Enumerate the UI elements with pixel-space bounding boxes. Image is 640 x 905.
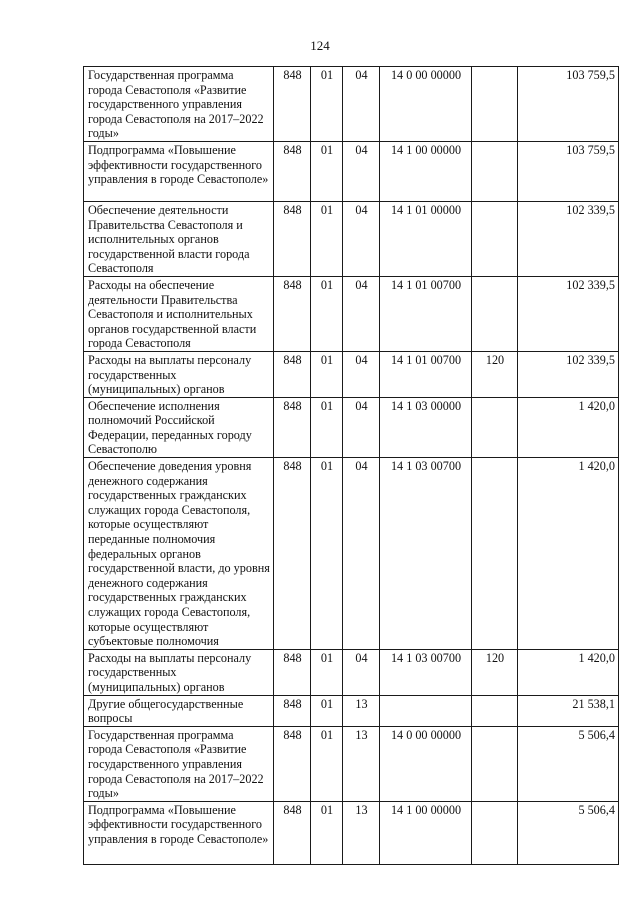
table-row	[84, 695, 619, 726]
row-name: Подпрограмма «Повышение эффективности государственного управления в городе Севастополе»	[84, 141, 274, 201]
ministry-code: 848	[274, 201, 311, 276]
expense-type	[472, 726, 518, 801]
target-article: 14 1 03 00000	[380, 397, 472, 457]
row-name: Обеспечение исполнения полномочий Российской Федерации, переданных городу Севастополю	[84, 397, 274, 457]
ministry-code: 848	[274, 351, 311, 397]
target-article: 14 0 00 00000	[380, 726, 472, 801]
table-row	[84, 726, 619, 801]
table-row	[84, 141, 619, 201]
row-name: Расходы на выплаты персоналу государственных (муниципальных) органов	[84, 351, 274, 397]
amount: 103 759,5	[518, 67, 619, 142]
ministry-code: 848	[274, 649, 311, 695]
section-code: 01	[311, 649, 343, 695]
target-article	[380, 695, 472, 726]
amount: 1 420,0	[518, 397, 619, 457]
target-article: 14 1 03 00700	[380, 649, 472, 695]
subsection-code: 04	[343, 351, 380, 397]
target-article: 14 1 01 00700	[380, 351, 472, 397]
subsection-code: 04	[343, 141, 380, 201]
row-name: Обеспечение деятельности Правительства Севастополя и исполнительных органов государственной власти города Севастополя	[84, 201, 274, 276]
section-code: 01	[311, 351, 343, 397]
expense-type	[472, 67, 518, 142]
table-row	[84, 801, 619, 864]
ministry-code: 848	[274, 276, 311, 351]
row-name: Расходы на обеспечение деятельности Правительства Севастополя и исполнительных органов государственной власти города Севастополя	[84, 276, 274, 351]
subsection-code: 13	[343, 695, 380, 726]
table-row	[84, 397, 619, 457]
subsection-code: 04	[343, 458, 380, 650]
expense-type	[472, 397, 518, 457]
section-code: 01	[311, 695, 343, 726]
subsection-code: 04	[343, 201, 380, 276]
target-article: 14 0 00 00000	[380, 67, 472, 142]
target-article: 14 1 01 00700	[380, 276, 472, 351]
expense-type: 120	[472, 649, 518, 695]
target-article: 14 1 01 00000	[380, 201, 472, 276]
ministry-code: 848	[274, 801, 311, 864]
amount: 5 506,4	[518, 801, 619, 864]
section-code: 01	[311, 141, 343, 201]
subsection-code: 13	[343, 726, 380, 801]
ministry-code: 848	[274, 141, 311, 201]
amount: 102 339,5	[518, 276, 619, 351]
row-name: Подпрограмма «Повышение эффективности государственного управления в городе Севастополе»	[84, 801, 274, 864]
page-number: 124	[310, 38, 330, 53]
section-code: 01	[311, 397, 343, 457]
table-row	[84, 67, 619, 142]
amount: 1 420,0	[518, 458, 619, 650]
section-code: 01	[311, 801, 343, 864]
table-row	[84, 458, 619, 650]
expense-type	[472, 276, 518, 351]
table-row	[84, 276, 619, 351]
row-name: Расходы на выплаты персоналу государственных (муниципальных) органов	[84, 649, 274, 695]
ministry-code: 848	[274, 726, 311, 801]
section-code: 01	[311, 201, 343, 276]
amount: 5 506,4	[518, 726, 619, 801]
subsection-code: 13	[343, 801, 380, 864]
target-article: 14 1 00 00000	[380, 141, 472, 201]
subsection-code: 04	[343, 397, 380, 457]
ministry-code: 848	[274, 695, 311, 726]
ministry-code: 848	[274, 397, 311, 457]
expense-type: 120	[472, 351, 518, 397]
amount: 102 339,5	[518, 351, 619, 397]
amount: 21 538,1	[518, 695, 619, 726]
amount: 1 420,0	[518, 649, 619, 695]
row-name: Государственная программа города Севастополя «Развитие государственного управления города Севастополя на 2017–2022 годы»	[84, 67, 274, 142]
section-code: 01	[311, 276, 343, 351]
expense-type	[472, 801, 518, 864]
expense-type	[472, 458, 518, 650]
row-name: Другие общегосударственные вопросы	[84, 695, 274, 726]
amount: 103 759,5	[518, 141, 619, 201]
section-code: 01	[311, 458, 343, 650]
row-name: Государственная программа города Севастополя «Развитие государственного управления города Севастополя на 2017–2022 годы»	[84, 726, 274, 801]
subsection-code: 04	[343, 649, 380, 695]
ministry-code: 848	[274, 458, 311, 650]
budget-table	[83, 66, 619, 865]
table-row	[84, 649, 619, 695]
expense-type	[472, 695, 518, 726]
target-article: 14 1 03 00700	[380, 458, 472, 650]
subsection-code: 04	[343, 67, 380, 142]
table-row	[84, 351, 619, 397]
table-row	[84, 201, 619, 276]
ministry-code: 848	[274, 67, 311, 142]
section-code: 01	[311, 67, 343, 142]
section-code: 01	[311, 726, 343, 801]
expense-type	[472, 141, 518, 201]
row-name: Обеспечение доведения уровня денежного содержания государственных гражданских служащих города Севастополя, которые осуществляют переданные полномочия федеральных органов государственной власти, до уровня денежного содержания государственных гражданских служащих города Севастополя, которые осуществляют субъектовые полномочия	[84, 458, 274, 650]
subsection-code: 04	[343, 276, 380, 351]
amount: 102 339,5	[518, 201, 619, 276]
expense-type	[472, 201, 518, 276]
target-article: 14 1 00 00000	[380, 801, 472, 864]
